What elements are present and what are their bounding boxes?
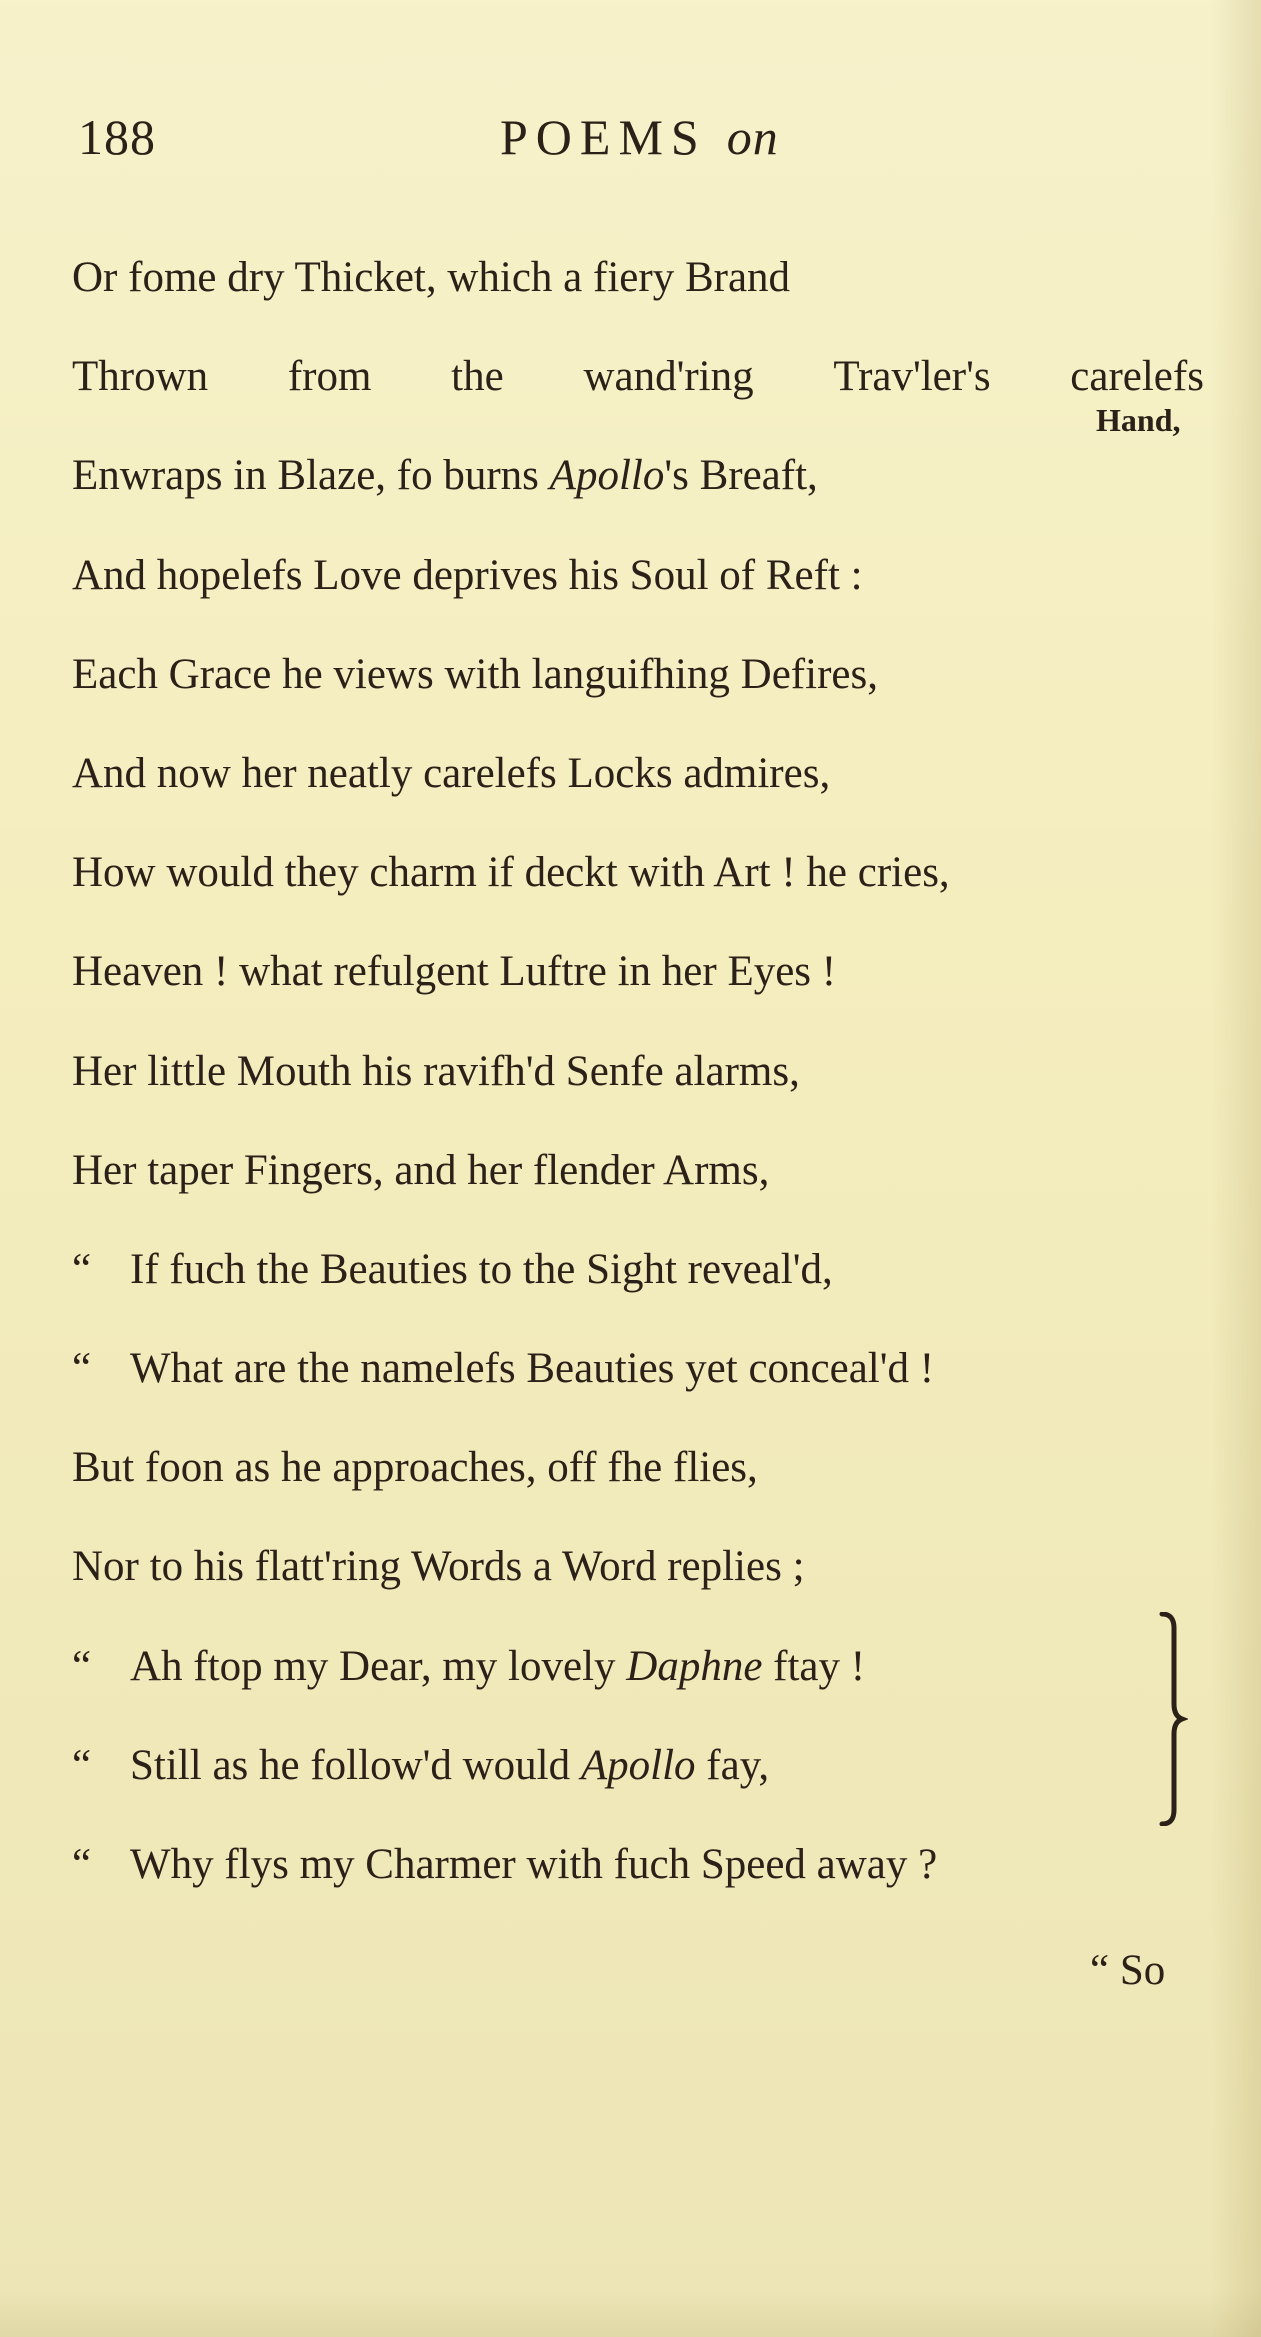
poem-line-17 xyxy=(72,1835,1192,1934)
poem-line-8 xyxy=(72,942,1192,1041)
poem-body xyxy=(72,248,1204,1934)
line-word: carelefs xyxy=(1070,353,1204,401)
line-text: Enwraps in Blaze, fo burns xyxy=(72,452,550,500)
poem-line-6 xyxy=(72,744,1192,843)
running-head-title: POEMS xyxy=(500,109,707,165)
line-word: wand'ring xyxy=(583,353,754,401)
page-number: 188 xyxy=(78,109,156,165)
line-text: Why flys my Charmer with fuch Speed away ? xyxy=(130,1841,938,1888)
line-text: How would they charm if deckt with Art ! he cries, xyxy=(72,849,950,897)
line-text: But foon as he approaches, off fhe flies, xyxy=(72,1444,758,1492)
poem-line-3 xyxy=(72,446,1192,545)
line-text: ftay ! xyxy=(762,1642,866,1690)
italic-name: Apollo xyxy=(580,1741,696,1789)
line-text: Her taper Fingers, and her flender Arms, xyxy=(72,1146,770,1194)
line-text: If fuch the Beauties to the Sight reveal'd, xyxy=(130,1245,833,1293)
poem-line-16 xyxy=(72,1736,1192,1835)
line-word: from xyxy=(287,353,372,401)
poem-line-2 xyxy=(72,347,1204,446)
poem-line-1 xyxy=(72,248,1192,347)
line-text: fay, xyxy=(695,1741,770,1789)
opening-quote: “ xyxy=(72,1841,92,1888)
triplet-brace-icon xyxy=(1158,1612,1188,1826)
line-word: Thrown xyxy=(72,353,209,401)
poem-line-9 xyxy=(72,1042,1192,1141)
opening-quote: “ xyxy=(72,1245,92,1293)
catchword: “ So xyxy=(1090,1947,1166,1994)
poem-line-13 xyxy=(72,1438,1192,1537)
italic-name: Apollo xyxy=(549,452,665,500)
line-text: Nor to his flatt'ring Words a Word replies ; xyxy=(72,1543,805,1591)
running-head-italic: on xyxy=(726,109,779,165)
running-head xyxy=(500,108,779,166)
italic-name: Daphne xyxy=(626,1642,763,1690)
line-text: 's Breaft, xyxy=(664,452,818,500)
poem-line-14 xyxy=(72,1537,1192,1636)
poem-line-4 xyxy=(72,546,1192,645)
poem-line-5 xyxy=(72,645,1192,744)
line-text: And hopelefs Love deprives his Soul of Reft : xyxy=(72,551,863,599)
line-text: And now her neatly carelefs Locks admires, xyxy=(72,749,831,797)
opening-quote: “ xyxy=(72,1345,92,1393)
page-edge-shadow xyxy=(0,2290,1261,2337)
line-text: Heaven ! what refulgent Luftre in her Eyes ! xyxy=(72,948,837,996)
poem-line-11 xyxy=(72,1240,1192,1339)
line-text: Ah ftop my Dear, my lovely xyxy=(130,1642,627,1690)
opening-quote: “ xyxy=(72,1741,92,1789)
line-word: Trav'ler's xyxy=(833,353,991,401)
line-text: Or fome dry Thicket, which a fiery Brand xyxy=(72,254,791,301)
line-text: What are the namelefs Beauties yet conceal'd ! xyxy=(130,1345,935,1393)
opening-quote: “ xyxy=(72,1642,92,1690)
line-word: the xyxy=(451,353,504,401)
poem-line-15 xyxy=(72,1637,1192,1736)
turnover-word: Hand, xyxy=(1096,402,1181,438)
line-text: Her little Mouth his ravifh'd Senfe alarms, xyxy=(72,1047,800,1095)
page-header xyxy=(0,108,1261,178)
line-text: Each Grace he views with languifhing Defires, xyxy=(72,650,878,698)
line-text: Still as he follow'd would xyxy=(130,1741,581,1789)
poem-line-10 xyxy=(72,1141,1192,1240)
poem-line-7 xyxy=(72,843,1192,942)
poem-line-12 xyxy=(72,1339,1192,1438)
